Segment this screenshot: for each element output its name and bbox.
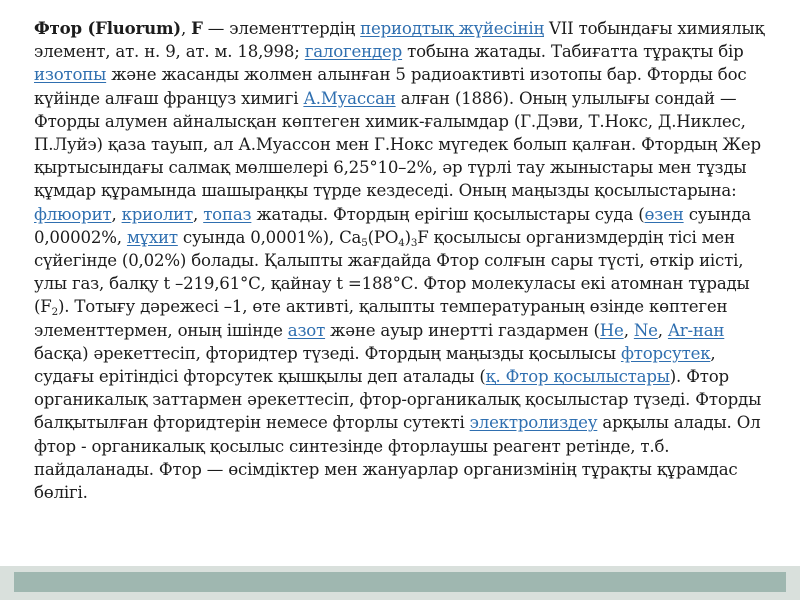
subscript: 2 xyxy=(51,306,58,319)
link-topaz[interactable]: топаз xyxy=(203,204,252,224)
link-helium[interactable]: Не xyxy=(599,320,624,340)
link-fluorine-compounds[interactable]: қ. Фтор қосылыстары xyxy=(485,367,670,387)
link-nitrogen[interactable]: азот xyxy=(287,320,326,340)
link-hydrogen-fluoride[interactable]: фторсутек xyxy=(620,343,711,363)
article-body xyxy=(34,17,766,504)
footer-bar xyxy=(0,566,800,600)
link-isotope[interactable]: изотопы xyxy=(34,65,107,85)
link-river[interactable]: өзен xyxy=(644,204,684,224)
subscript: 3 xyxy=(410,236,418,249)
link-halogens[interactable]: галогендер xyxy=(304,42,403,62)
article-paragraph: Фтор (Fluorum), F — элементтердің периодтық жүйесінің VII тобындағы химиялық элемент, ат. н. 9, ат. м. 18,998; галогендер тобына жатады. Табиғатта тұрақты бір изотопы және жасанды жолмен алынған 5 радиоактивті изотопы бар. Фторды бос күйінде алғаш француз химигі А.Муассан алған (1886). Оның улылығы сондай — Фторды алумен айналысқан көптеген химик-ғалымдар (Г.Дэви, Т.Нокс, Д.Никлес, П.Луйэ) қаза тауып, ал А.Муассон мен Г.Нокс мүгедек болып қалған. Фтордың Жер қыртысындағы салмақ мөлшелері 6,25°10–2%, әр түрлі тау жыныстары мен тұзды құмдар құрамында шашыраңқы түрде кездеседі. Оның маңызды қосылыстарына: флюорит, криолит, топаз жатады. Фтордың ерігіш қосылыстары суда (өзен суында 0,00002%, мұхит суында 0,0001%), $Ca_5(PO_4)_3F$ қосылысы организмдердің тісі мен сүйегінде (0,02%) болады. Қалыпты жағдайда Фтор солғын сары түсті, өткір иісті, улы газ, балқу t –219,61°С, қайнау t =188°С. Фтор молекуласы екі атомнан тұрады $(F_2)$. Тотығу дәрежесі –1, өте активті, қалыпты температураның өзінде көптеген элементтермен, оның ішінде азот және ауыр инертті газдармен (Не, Nе, Ar-нан басқа) әрекеттесіп, фторидтер түзеді. Фтордың маңызды қосылысы фторсутек, судағы ерітіндісі фторсутек қышқылы деп аталады (қ. Фтор қосылыстары). Фтор органикалық заттармен әрекеттесіп, фтор-органикалық қосылыстар түзеді. Фторды балқытылған фторидтерін немесе фторлы сутекті электролиздеу арқылы алады. Ол фтор - органикалық қосылыс синтезінде фторлаушы реагент ретінде, т.б. пайдаланады. Фтор — өсімдіктер мен жануарлар организмінің тұрақты құрамдас бөлігі. xyxy=(34,18,765,503)
subscript: 5 xyxy=(361,236,368,249)
link-electrolysis[interactable]: электролиздеу xyxy=(469,413,598,433)
link-argon[interactable]: Ar-нан xyxy=(667,320,725,340)
footer-band xyxy=(14,572,786,592)
link-ocean[interactable]: мұхит xyxy=(126,227,178,247)
link-periodic-table[interactable]: периодтық жүйесінің xyxy=(360,19,544,38)
link-moissan[interactable]: А.Муассан xyxy=(303,88,396,108)
link-neon[interactable]: Nе xyxy=(633,320,658,340)
link-cryolite[interactable]: криолит xyxy=(121,204,194,224)
element-symbol: F xyxy=(191,18,203,38)
link-fluorite[interactable]: флюорит xyxy=(34,204,112,224)
article-title: Фтор (Fluorum) xyxy=(34,18,181,38)
subscript: 4 xyxy=(398,236,405,249)
